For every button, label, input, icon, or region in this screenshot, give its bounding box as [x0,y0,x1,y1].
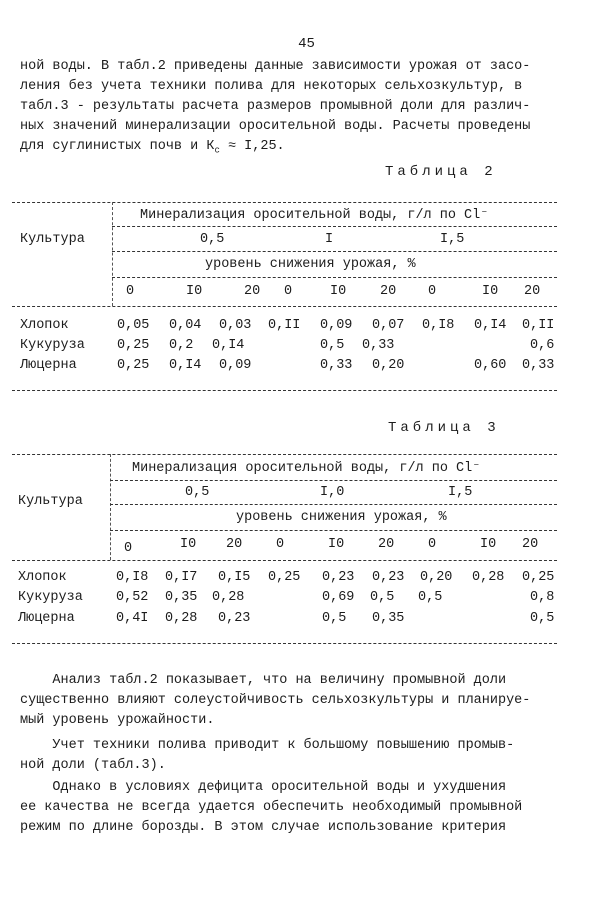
table-3-column-header: 0 [276,537,285,552]
table-cell: 0,03 [219,318,252,333]
table-2-caption: Таблица 2 [385,164,497,180]
table-2-bottom-rule [12,390,557,391]
table-cell: 0,I5 [218,570,251,585]
table-3-header-rule [12,560,557,561]
table-2-level: I [325,232,334,247]
table-cell: 0,I4 [212,338,245,353]
table-3-column-header: 20 [378,537,395,552]
crop-name: Кукуруза [18,590,83,605]
table-cell: 0,60 [474,358,507,373]
paragraph-line: Анализ табл.2 показывает, что на величину промывной доли [20,673,507,688]
table-cell: 0,52 [116,590,149,605]
table-2-rule [112,277,557,278]
table-3-level: I,5 [448,485,473,500]
table-cell: 0,28 [472,570,505,585]
table-3-rule [110,530,557,531]
table-cell: 0,4I [116,611,149,626]
table-cell: 0,33 [320,358,353,373]
table-3-column-header: I0 [180,537,197,552]
table-cell: 0,25 [117,338,150,353]
table-cell: 0,25 [117,358,150,373]
table-3-row-header: Культура [18,494,83,509]
table-cell: 0,23 [218,611,251,626]
table-3-column-header: 20 [226,537,243,552]
crop-name: Люцерна [18,611,75,626]
subscript-c: с [214,145,220,156]
table-cell: 0,I4 [474,318,507,333]
table-cell: 0,09 [320,318,353,333]
table-2-column-divider [112,202,113,306]
intro-line [20,137,555,157]
paragraph-line: режим по длине борозды. В этом случае использование критерия [20,820,507,835]
paragraph-analysis [20,671,555,731]
paragraph-line: существенно влияют солеустойчивость сельхозкультуры и планируе- [20,693,531,708]
intro-line-end: ≈ I,25. [219,139,285,154]
table-cell: 0,33 [362,338,395,353]
table-cell: 0,35 [372,611,405,626]
intro-line: ления без учета техники полива для некоторых сельхозкультур, в [20,79,523,94]
table-2-level: I,5 [440,232,465,247]
table-2-group-header: Минерализация оросительной воды, г/л по Cl⁻ [140,208,489,223]
intro-paragraph [20,57,555,157]
table-3-column-header: I0 [328,537,345,552]
table-2-column-header: 20 [524,284,541,299]
table-3-bottom-rule [12,643,557,644]
table-2-row-header: Культура [20,232,85,247]
table-3-level: 0,5 [185,485,210,500]
table-2-column-header: I0 [186,284,203,299]
table-cell: 0,5 [418,590,443,605]
table-2-column-header: 0 [428,284,437,299]
paragraph-line: Учет техники полива приводит к большому повышению промыв- [20,738,515,753]
table-cell: 0,09 [219,358,252,373]
table-cell: 0,07 [372,318,405,333]
table-3-top-rule [12,454,557,455]
paragraph-line: Однако в условиях дефицита оросительной воды и ухудшения [20,780,507,795]
table-cell: 0,25 [522,570,555,585]
table-3-caption: Таблица 3 [388,420,500,436]
paragraph-deficit [20,778,555,838]
table-3-rule [110,504,557,505]
table-cell: 0,2 [169,338,194,353]
table-3-group-header: Минерализация оросительной воды, г/л по Cl⁻ [132,461,481,476]
crop-name: Хлопок [18,570,67,585]
table-3-sub-header: уровень снижения урожая, % [236,510,447,525]
table-cell: 0,II [522,318,555,333]
table-cell: 0,I4 [169,358,202,373]
table-cell: 0,23 [322,570,355,585]
table-2-column-header: 20 [244,284,261,299]
table-3-column-divider [110,454,111,560]
table-cell: 0,69 [322,590,355,605]
table-3-column-header: 20 [522,537,539,552]
table-cell: 0,20 [372,358,405,373]
table-2-column-header: I0 [330,284,347,299]
intro-line: ной воды. В табл.2 приведены данные зависимости урожая от засо- [20,59,531,74]
table-2-top-rule [12,202,557,203]
table-2-column-header: 0 [284,284,293,299]
table-cell: 0,25 [268,570,301,585]
paragraph-irrigation [20,736,555,776]
paragraph-line: мый уровень урожайности. [20,713,215,728]
table-cell: 0,23 [372,570,405,585]
table-cell: 0,05 [117,318,150,333]
table-cell: 0,I7 [165,570,198,585]
table-cell: 0,28 [165,611,198,626]
table-cell: 0,I8 [422,318,455,333]
table-cell: 0,35 [165,590,198,605]
table-2-level: 0,5 [200,232,225,247]
table-2-rule [112,226,557,227]
intro-line: ных значений минерализации оросительной воды. Расчеты проведены [20,119,531,134]
table-2-header-rule [12,306,557,307]
crop-name: Люцерна [20,358,77,373]
table-2-rule [112,251,557,252]
table-cell: 0,6 [530,338,555,353]
table-cell: 0,5 [322,611,347,626]
table-cell: 0,04 [169,318,202,333]
table-cell: 0,5 [530,611,555,626]
table-3-column-header: I0 [480,537,497,552]
intro-line-text: для суглинистых почв и К [20,139,215,154]
crop-name: Кукуруза [20,338,85,353]
page-number: 45 [298,36,315,52]
paragraph-line: ее качества не всегда удается обеспечить необходимый промывной [20,800,523,815]
intro-line: табл.3 - результаты расчета размеров промывной доли для различ- [20,99,531,114]
table-cell: 0,8 [530,590,555,605]
table-cell: 0,28 [212,590,245,605]
table-cell: 0,33 [522,358,555,373]
table-cell: 0,20 [420,570,453,585]
table-cell: 0,5 [370,590,395,605]
table-cell: 0,II [268,318,301,333]
table-2-sub-header: уровень снижения урожая, % [205,257,416,272]
table-3-column-header: 0 [428,537,437,552]
table-3-column-header: 0 [124,541,133,556]
table-3-level: I,0 [320,485,345,500]
table-3-rule [110,480,557,481]
crop-name: Хлопок [20,318,69,333]
table-cell: 0,5 [320,338,345,353]
table-2-column-header: 0 [126,284,135,299]
table-2-column-header: 20 [380,284,397,299]
paragraph-line: ной доли (табл.3). [20,758,166,773]
table-2-column-header: I0 [482,284,499,299]
table-cell: 0,I8 [116,570,149,585]
